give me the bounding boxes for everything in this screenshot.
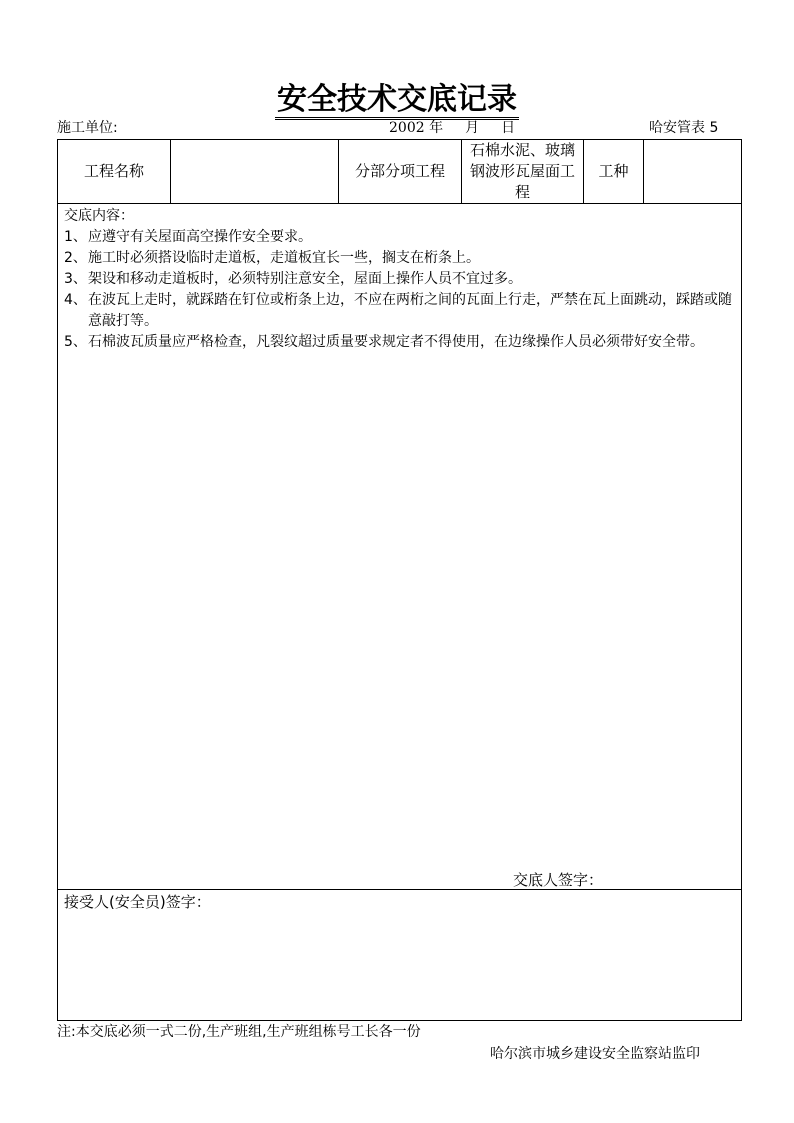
list-item [64,290,738,332]
safety-items-list [64,227,738,353]
discloser-signature-label: 交底人签字： [513,871,604,889]
title-text: 安全技术交底记录 [275,82,519,120]
date-year: 2002 [389,120,425,136]
disclosure-content-section [58,204,741,890]
receiver-signature-label: 接受人(安全员)签字： [64,893,211,911]
list-item [64,269,738,290]
sub-project-value: 石棉水泥、玻璃钢波形瓦屋面工程 [462,140,584,203]
content-heading: 交底内容： [64,208,134,224]
item-text: 施工时必须搭设临时走道板，走道板宜长一些，搁支在桁条上。 [88,250,480,266]
issuer-stamp-text: 哈尔滨市城乡建设安全监察站监印 [490,1046,700,1062]
date-year-unit: 年 [429,120,444,136]
record-table [57,139,742,1021]
item-text: 架设和移动走道板时，必须特别注意安全，屋面上操作人员不宜过多。 [88,271,522,287]
item-number: 5、 [64,334,87,350]
list-item [64,332,738,353]
project-name-value[interactable] [171,140,339,203]
footer-note: 注:本交底必须一式二份,生产班组,生产班组栋号工长各一份 [57,1024,421,1040]
date-month: 月 [465,120,480,136]
item-text: 应遵守有关屋面高空操作安全要求。 [88,229,312,245]
sub-project-label: 分部分项工程 [339,140,462,203]
list-item [64,248,738,269]
work-type-label: 工种 [584,140,644,203]
item-number: 2、 [64,250,87,266]
date-day: 日 [501,120,516,136]
date-line [389,119,515,137]
form-number: 哈安管表 5 [649,120,719,136]
document-title [0,80,794,120]
item-number: 4、 [64,292,87,308]
item-text: 在波瓦上走时，就踩踏在钉位或桁条上边，不应在两桁之间的瓦面上行走，严禁在瓦上面跳动，踩踏或随意敲打等。 [88,292,732,329]
item-number: 1、 [64,229,87,245]
item-text: 石棉波瓦质量应严格检查，凡裂纹超过质量要求规定者不得使用，在边缘操作人员必须带好安全带。 [88,334,704,350]
item-number: 3、 [64,271,87,287]
construction-unit-label: 施工单位: [57,120,118,136]
list-item [64,227,738,248]
info-row [58,140,741,204]
project-name-label: 工程名称 [58,140,171,203]
work-type-value[interactable] [644,140,741,203]
